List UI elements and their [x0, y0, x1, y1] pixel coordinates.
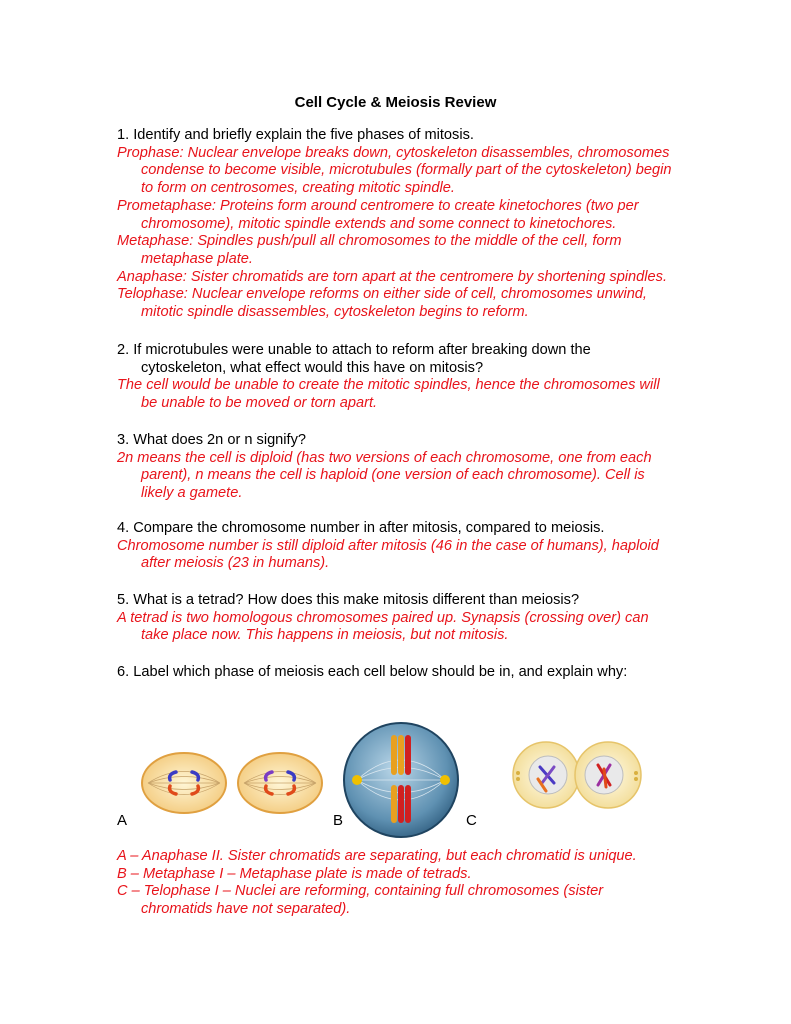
page-title: Cell Cycle & Meiosis Review: [294, 94, 497, 111]
cell-label-a: A: [117, 812, 128, 829]
question-5: 5. What is a tetrad? How does this make mitosis different than meiosis?: [117, 592, 580, 608]
answer-prophase-line-3: to form on centrosomes, creating mitotic spindle.: [141, 180, 455, 197]
question-4: 4. Compare the chromosome number in after mitosis, compared to meiosis.: [117, 520, 605, 536]
answer-5-line-1: A tetrad is two homologous chromosomes paired up. Synapsis (crossing over) can: [117, 609, 649, 626]
answer-2-line-1: The cell would be unable to create the mitotic spindles, hence the chromosomes will: [117, 377, 660, 394]
answer-metaphase-line-1: Metaphase: Spindles push/pull all chromosomes to the middle of the cell, form: [117, 233, 622, 250]
answer-4-line-1: Chromosome number is still diploid after mitosis (46 in the case of humans), haploid: [117, 537, 659, 554]
question-3-block: [117, 432, 717, 503]
answer-5-line-2: take place now. This happens in meiosis, but not mitosis.: [141, 627, 509, 644]
answer-prophase-line-2: condense to become visible, microtubules (formally part of the cytoskeleton) begin: [141, 162, 672, 179]
anaphase-cell-2: [238, 753, 322, 813]
cell-c-illustration: [512, 735, 642, 815]
question-6: 6. Label which phase of meiosis each cell below should be in, and explain why:: [117, 664, 628, 680]
answer-3-line-1: 2n means the cell is diploid (has two versions of each chromosome, one from each: [117, 449, 652, 466]
answer-6c-line-2: chromatids have not separated).: [141, 901, 351, 918]
answer-prometaphase-line-1: Prometaphase: Proteins form around centromere to create kinetochores (two per: [117, 197, 639, 214]
answer-prometaphase-line-2: chromosome), mitotic spindle extends and some connect to kinetochores.: [141, 215, 617, 232]
answer-3-line-3: likely a gamete.: [141, 485, 243, 502]
cell-b-illustration: [341, 720, 461, 840]
answer-telophase-line-2: mitotic spindle disassembles, cytoskeleton begins to reform.: [141, 304, 529, 321]
answer-metaphase-line-2: metaphase plate.: [141, 250, 253, 267]
answer-2-line-2: be unable to be moved or torn apart.: [141, 395, 378, 412]
cell-label-b: B: [333, 812, 344, 829]
question-3: 3. What does 2n or n signify?: [117, 432, 307, 448]
question-1-block: [117, 127, 717, 322]
question-2-line-1: 2. If microtubules were unable to attach to reform after breaking down the: [117, 342, 591, 358]
answer-anaphase-line-1: Anaphase: Sister chromatids are torn apart at the centromere by shortening spindles.: [117, 268, 667, 285]
anaphase-cell-1: [142, 753, 226, 813]
cell-label-c: C: [466, 812, 477, 829]
question-2-block: [117, 342, 717, 413]
question-6-answers: [117, 848, 717, 919]
question-2-line-2: cytoskeleton, what effect would this have on mitosis?: [141, 359, 484, 376]
cell-a-illustration: [140, 750, 325, 816]
answer-prophase-line-1: Prophase: Nuclear envelope breaks down, cytoskeleton disassembles, chromosomes: [117, 144, 670, 161]
question-1: 1. Identify and briefly explain the five phases of mitosis.: [117, 127, 474, 143]
answer-4-line-2: after meiosis (23 in humans).: [141, 555, 330, 572]
question-5-block: [117, 592, 717, 645]
question-4-block: [117, 520, 717, 573]
answer-6a: A – Anaphase II. Sister chromatids are separating, but each chromatid is unique.: [117, 848, 637, 864]
answer-6c-line-1: C – Telophase I – Nuclei are reforming, containing full chromosomes (sister: [117, 883, 604, 900]
answer-3-line-2: parent), n means the cell is haploid (one version of each chromosome). Cell is: [141, 467, 645, 484]
answer-6b: B – Metaphase I – Metaphase plate is made of tetrads.: [117, 865, 472, 882]
answer-telophase-line-1: Telophase: Nuclear envelope reforms on either side of cell, chromosomes unwind,: [117, 286, 647, 303]
question-6-block: [117, 664, 717, 682]
